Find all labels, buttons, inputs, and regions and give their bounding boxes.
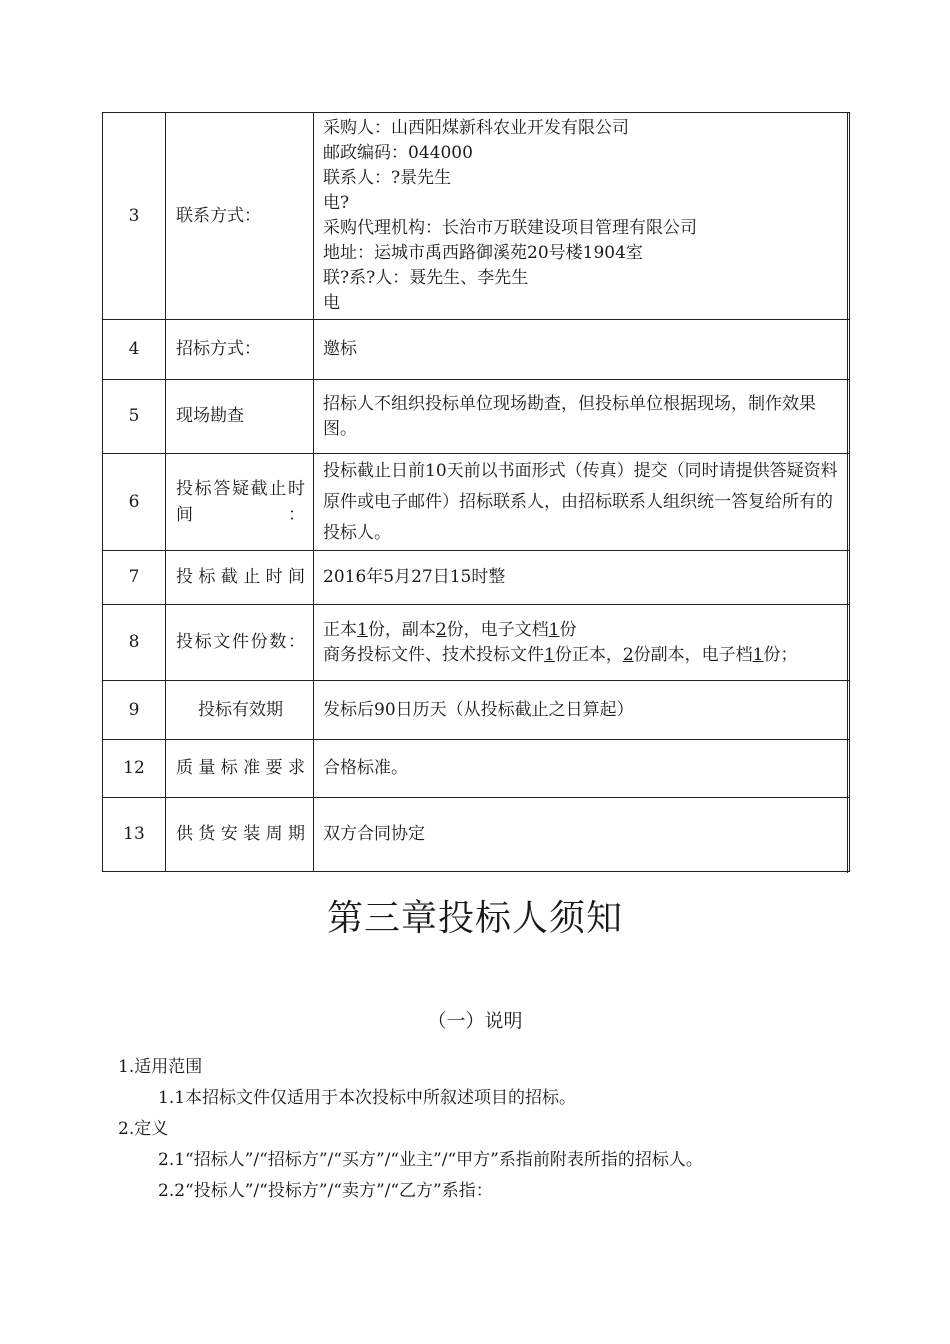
text-segment: 份，电子文档 (446, 619, 549, 640)
row-number: 9 (103, 681, 166, 740)
row-label: 供货安装周期 (166, 798, 314, 872)
contact-line: 采购代理机构：长治市万联建设项目管理有限公司 (323, 218, 697, 238)
contact-line: 联系人：?景先生 (323, 168, 452, 188)
text-segment: 份正本， (554, 644, 623, 665)
table-row-validity (103, 681, 850, 740)
text-segment: 商务投标文件、技术投标文件 (323, 644, 544, 665)
contact-line: 联?系?人：聂先生、李先生 (323, 268, 529, 288)
contact-line: 邮政编码：044000 (323, 143, 473, 163)
row-number: 13 (103, 798, 166, 872)
row-label: 质量标准要求 (166, 740, 314, 798)
underlined-count: 1 (752, 644, 764, 665)
copies-line-2 (323, 643, 843, 668)
row-number: 4 (103, 320, 166, 380)
row-label: 投标截止时间 (166, 551, 314, 605)
contact-details (314, 113, 850, 320)
contact-line: 采购人：山西阳煤新科农业开发有限公司 (323, 118, 629, 138)
clause-heading: 2.定义 (118, 1119, 169, 1139)
row-label: 现场勘查 (166, 380, 314, 454)
table-double-border (847, 112, 848, 873)
copies-line-1 (323, 618, 843, 643)
row-content: 合格标准。 (314, 740, 850, 798)
row-content (314, 380, 850, 454)
text-segment: 份 (559, 619, 577, 640)
table-row-copies (103, 605, 850, 681)
section-title: （一）说明 (427, 1010, 523, 1032)
table-row-site-survey (103, 380, 850, 454)
row-label: 联系方式： (166, 113, 314, 320)
clause-heading: 1.适用范围 (118, 1057, 203, 1077)
row-number: 5 (103, 380, 166, 454)
row-label: 投标文件份数： (166, 605, 314, 681)
text-segment: 份； (763, 644, 798, 665)
row-number: 7 (103, 551, 166, 605)
table-row-method (103, 320, 850, 380)
clause-text: 2.2“投标人”/“投标方”/“卖方”/“乙方”系指： (158, 1181, 493, 1201)
row-content (314, 605, 850, 681)
underlined-count: 1 (548, 619, 560, 640)
underlined-count: 2 (435, 619, 447, 640)
underlined-count: 2 (622, 644, 634, 665)
bid-data-table (102, 112, 850, 872)
row-number: 3 (103, 113, 166, 320)
body-text (118, 1052, 836, 1207)
row-content (314, 454, 850, 551)
text-segment: 份副本，电子档 (633, 644, 753, 665)
clause-text: 1.1本招标文件仅适用于本次投标中所叙述项目的招标。 (158, 1088, 577, 1108)
table-row-question-deadline (103, 454, 850, 551)
bid-info-table (102, 112, 850, 872)
row-content-text: 投标截止日前10天前以书面形式（传真）提交（同时请提供答疑资料原件或电子邮件）招标联系人，由招标联系人组织统一答复给所有的投标人。 (323, 460, 838, 543)
row-content: 发标后90日历天（从投标截止之日算起） (314, 681, 850, 740)
text-segment: 份，副本 (367, 619, 436, 640)
row-number: 12 (103, 740, 166, 798)
table-row-bid-deadline (103, 551, 850, 605)
row-content: 2016年5月27日15时整 (314, 551, 850, 605)
contact-line: 电 (323, 293, 340, 313)
chapter-title: 第三章投标人须知 (326, 898, 623, 939)
row-content: 双方合同协定 (314, 798, 850, 872)
clause-text: 2.1“招标人”/“招标方”/“买方”/“业主”/“甲方”系指前附表所指的招标人。 (158, 1150, 703, 1170)
underlined-count: 1 (357, 619, 368, 640)
row-label: 投标有效期 (166, 681, 314, 740)
contact-line: 电? (323, 193, 350, 213)
underlined-count: 1 (544, 644, 555, 665)
contact-line: 地址：运城市禹西路御溪苑20号楼1904室 (323, 243, 643, 263)
row-label: 投标答疑截止时间： (166, 454, 314, 551)
table-row-contact (103, 113, 850, 320)
row-content-text: 招标人不组织投标单位现场勘查，但投标单位根据现场，制作效果图。 (323, 393, 816, 439)
row-number: 6 (103, 454, 166, 551)
row-content: 邀标 (314, 320, 850, 380)
table-row-delivery (103, 798, 850, 872)
row-label: 招标方式： (166, 320, 314, 380)
text-segment: 正本 (323, 619, 357, 640)
row-number: 8 (103, 605, 166, 681)
table-row-quality (103, 740, 850, 798)
